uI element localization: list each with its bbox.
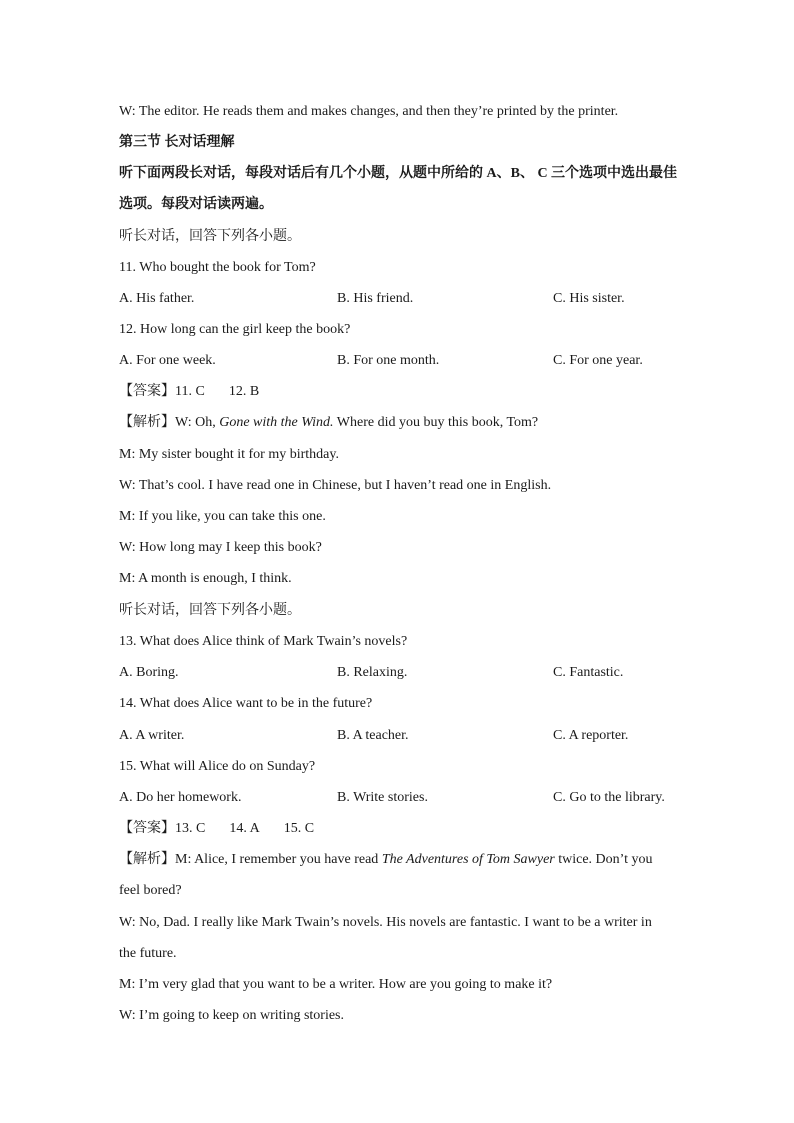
option-a: A. For one week. xyxy=(119,353,216,368)
answer-item: 12. B xyxy=(228,384,260,399)
analysis-2-line: W: No, Dad. I really like Mark Twain’s novels. His novels are fantastic. I want to be a writer in xyxy=(119,915,652,930)
option-b: B. Relaxing. xyxy=(337,665,408,680)
question-11: 11. Who bought the book for Tom? xyxy=(119,260,316,275)
answer-item: 11. C xyxy=(175,384,205,399)
analysis-1-line: M: If you like, you can take this one. xyxy=(119,509,326,524)
section-title: 第三节 长对话理解 xyxy=(119,135,235,150)
analysis-text: M: Alice, I remember you have read xyxy=(175,852,382,867)
question-15: 15. What will Alice do on Sunday? xyxy=(119,759,316,774)
analysis-2-first-line xyxy=(119,851,679,869)
dialogue2-prompt: 听长对话，回答下列各小题。 xyxy=(119,603,301,618)
analysis-text: W: Oh, xyxy=(175,415,220,430)
answer-item: 13. C xyxy=(175,821,206,836)
analysis-1-line: M: A month is enough, I think. xyxy=(119,571,292,586)
option-b: B. A teacher. xyxy=(337,728,409,743)
analysis-text: Where did you buy this book, Tom? xyxy=(333,415,539,430)
analysis-1-line: W: That’s cool. I have read one in Chinese, but I haven’t read one in English. xyxy=(119,478,552,493)
answer-item: 15. C xyxy=(283,821,315,836)
option-b: B. His friend. xyxy=(337,291,414,306)
analysis-text: twice. Don’t you xyxy=(554,852,653,867)
analysis-1-line: W: How long may I keep this book? xyxy=(119,540,322,555)
option-a: A. Do her homework. xyxy=(119,790,242,805)
question-14: 14. What does Alice want to be in the future? xyxy=(119,696,373,711)
option-a: A. His father. xyxy=(119,291,195,306)
dialogue1-prompt: 听长对话，回答下列各小题。 xyxy=(119,229,301,244)
analysis-2-line: the future. xyxy=(119,946,177,961)
analysis-1-line: M: My sister bought it for my birthday. xyxy=(119,447,339,462)
option-c: C. His sister. xyxy=(553,291,625,306)
option-a: A. Boring. xyxy=(119,665,179,680)
instructions-line-2: 选项。每段对话读两遍。 xyxy=(119,197,273,212)
option-b: B. Write stories. xyxy=(337,790,428,805)
answer-line-1 xyxy=(119,383,679,401)
analysis-label: 【解析】 xyxy=(119,415,175,430)
option-a: A. A writer. xyxy=(119,728,185,743)
instructions-line-1: 听下面两段长对话，每段对话后有几个小题，从题中所给的 A、B、 C 三个选项中选出最佳 xyxy=(119,166,678,181)
option-c: C. Fantastic. xyxy=(553,665,624,680)
answer-line-2 xyxy=(119,820,679,838)
intro-line: W: The editor. He reads them and makes changes, and then they’re printed by the printer. xyxy=(119,104,619,119)
analysis-2-line: W: I’m going to keep on writing stories. xyxy=(119,1008,344,1023)
book-title: The Adventures of Tom Sawyer xyxy=(381,852,555,867)
analysis-1-first-line xyxy=(119,414,679,432)
option-c: C. For one year. xyxy=(553,353,643,368)
analysis-2-continuation: feel bored? xyxy=(119,883,182,898)
answer-label: 【答案】 xyxy=(119,821,175,836)
answer-label: 【答案】 xyxy=(119,384,175,399)
analysis-label: 【解析】 xyxy=(119,852,175,867)
question-13: 13. What does Alice think of Mark Twain’s novels? xyxy=(119,634,408,649)
option-b: B. For one month. xyxy=(337,353,440,368)
answer-item: 14. A xyxy=(229,821,260,836)
option-c: C. Go to the library. xyxy=(553,790,665,805)
book-title: Gone with the Wind. xyxy=(219,415,334,430)
option-c: C. A reporter. xyxy=(553,728,629,743)
analysis-2-line: M: I’m very glad that you want to be a writer. How are you going to make it? xyxy=(119,977,553,992)
question-12: 12. How long can the girl keep the book? xyxy=(119,322,351,337)
